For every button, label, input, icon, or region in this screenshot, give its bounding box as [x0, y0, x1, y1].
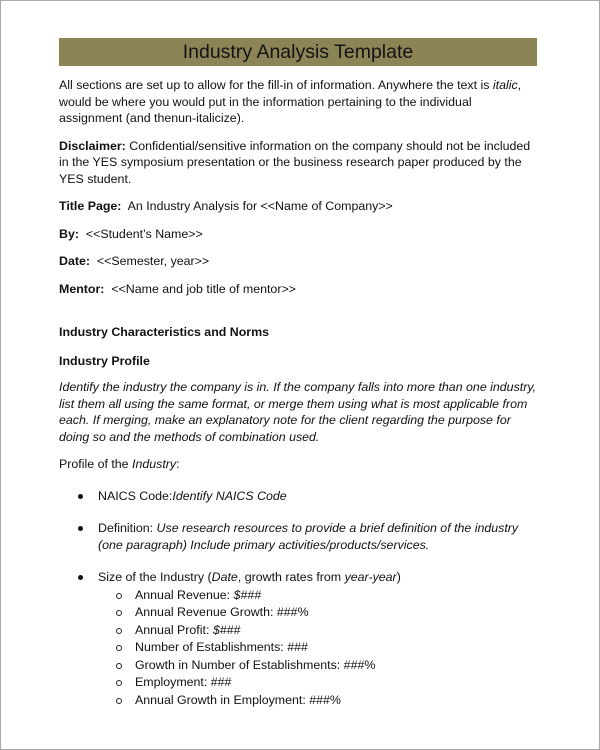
sub-item-growth-in-establishments — [98, 657, 537, 674]
bullet-definition — [59, 520, 537, 553]
sub-item-label: Annual Revenue Growth: — [135, 605, 277, 619]
bullet-label: Size of the Industry ( — [98, 570, 212, 584]
bullet-icon — [78, 575, 83, 580]
sub-item-label: Annual Revenue: — [135, 587, 234, 602]
sub-item-annual-growth-in-employment — [98, 692, 537, 709]
field-label: By: — [59, 226, 79, 241]
sub-item-annual-revenue-growth — [98, 604, 537, 621]
bullet-label: , growth rates from — [237, 570, 345, 584]
sub-item-value: ###% — [343, 657, 376, 672]
bullet-italic: year-year — [344, 570, 397, 584]
field-date — [59, 253, 537, 270]
circle-bullet-icon — [116, 645, 122, 651]
field-value: <<Name and job title of mentor>> — [104, 281, 296, 296]
intro-text-1: All sections are set up to allow for the fill-in of information. Anywhere the text is — [59, 78, 493, 92]
sub-item-value: ### — [287, 640, 308, 654]
bullet-icon — [78, 526, 83, 531]
field-by — [59, 226, 537, 243]
bullet-value: Identify NAICS Code — [172, 488, 287, 503]
section-heading: Industry Characteristics and Norms — [59, 325, 270, 339]
sub-item-label: Number of Establishments: — [135, 640, 288, 654]
document-title: Industry Analysis Template — [59, 38, 537, 66]
field-mentor — [59, 281, 537, 298]
field-value: <<Semester, year>> — [89, 254, 210, 268]
bullet-size — [59, 569, 537, 708]
circle-bullet-icon — [116, 593, 122, 599]
circle-bullet-icon — [116, 680, 122, 686]
bullet-label: Definition: — [98, 521, 157, 535]
instructions-paragraph: Identify the industry the company is in. If the company falls into more than one industry, list them all using the same format, or merge them using what is most applicable from each. If merging, make an explanatory note for the client regarding the purpose for doing so and the methods of combination used. — [59, 380, 537, 444]
circle-bullet-icon — [116, 698, 122, 704]
field-label: Title Page: — [59, 199, 122, 213]
sub-item-annual-revenue — [98, 587, 537, 604]
bullet-naics — [59, 488, 537, 505]
disclaimer-paragraph — [59, 138, 537, 188]
disclaimer-label: Disclaimer: — [59, 138, 126, 153]
intro-text-2: , would be where you would put in the information pertaining to the individual assignment (and thenun-italicize). — [59, 78, 522, 125]
sub-item-value: $### — [233, 587, 262, 602]
field-value: <<Student’s Name>> — [78, 226, 203, 241]
sub-item-annual-profit — [98, 622, 537, 639]
profile-bullet-list — [59, 488, 537, 709]
sub-item-value: $### — [212, 622, 241, 637]
subsection-heading: Industry Profile — [59, 353, 150, 368]
field-value: An Industry Analysis for <<Name of Company>> — [121, 199, 393, 213]
bullet-italic: Date — [211, 570, 238, 584]
profile-lead-text: Profile of the — [59, 457, 133, 471]
profile-lead-suffix: : — [176, 457, 180, 471]
field-label: Date: — [59, 254, 90, 268]
bullet-label: NAICS Code: — [98, 488, 173, 503]
sub-item-label: Employment: — [135, 675, 211, 689]
field-label: Mentor: — [59, 281, 105, 296]
profile-lead — [59, 456, 537, 473]
intro-paragraph — [59, 77, 537, 127]
bullet-value: Use research resources to provide a brief definition of the industry (one paragraph) Include primary activities/products/services. — [98, 521, 519, 552]
sub-item-value: ### — [210, 675, 232, 689]
sub-item-value: ###% — [276, 605, 309, 619]
sub-item-label: Annual Profit: — [135, 622, 213, 637]
sub-item-value: ###% — [309, 692, 341, 707]
intro-italic-word: italic — [492, 78, 518, 92]
sub-item-number-of-establishments — [98, 639, 537, 656]
bullet-label: ) — [396, 570, 401, 584]
bullet-icon — [78, 494, 83, 499]
field-title-page — [59, 198, 537, 215]
sub-item-employment — [98, 674, 537, 691]
sub-item-label: Annual Growth in Employment: — [135, 692, 310, 707]
profile-lead-italic: Industry — [132, 457, 177, 471]
sub-item-label: Growth in Number of Establishments: — [135, 657, 344, 672]
document-page — [59, 38, 537, 708]
size-sub-list — [98, 587, 537, 709]
circle-bullet-icon — [116, 610, 122, 616]
circle-bullet-icon — [116, 628, 122, 634]
circle-bullet-icon — [116, 663, 122, 669]
disclaimer-text: Confidential/sensitive information on the company should not be included in the YES symposium presentation or the business research paper produced by the YES student. — [59, 138, 531, 186]
